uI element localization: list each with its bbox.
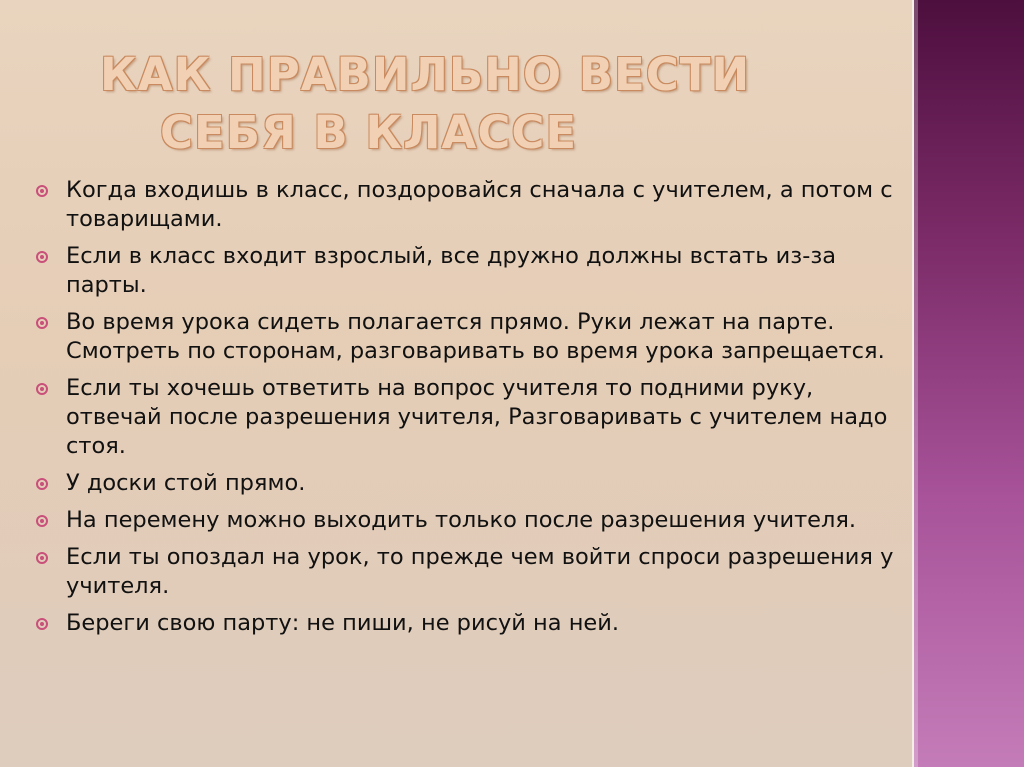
rule-item-5 [34, 469, 904, 498]
circle-dot-bullet-icon [36, 185, 48, 197]
circle-dot-bullet-icon [36, 383, 48, 395]
rule-item-6 [34, 506, 904, 535]
decorative-side-band [914, 0, 1024, 767]
rule-item-8 [34, 609, 904, 638]
rule-text-4: Если ты хочешь ответить на вопрос учителя то подними руку, отвечай после разрешения учителя, Разговаривать с учителем надо стоя. [66, 375, 888, 459]
rule-text-2: Если в класс входит взрослый, все дружно должны встать из-за парты. [66, 243, 837, 298]
circle-dot-bullet-icon [36, 515, 48, 527]
rule-item-4 [34, 374, 904, 461]
side-band-edge-highlight [914, 0, 918, 767]
circle-dot-bullet-icon [36, 251, 48, 263]
rule-text-1: Когда входишь в класс, поздоровайся сначала с учителем, а потом с товарищами. [66, 177, 893, 232]
rule-text-5: У доски стой прямо. [66, 470, 306, 496]
slide-title-line-2: СЕБЯ В КЛАССЕ [160, 106, 578, 159]
rule-text-3: Во время урока сидеть полагается прямо. Руки лежат на парте. Смотреть по сторонам, разговаривать во время урока запрещается. [66, 309, 885, 364]
rule-item-3 [34, 308, 904, 366]
circle-dot-bullet-icon [36, 552, 48, 564]
circle-dot-bullet-icon [36, 317, 48, 329]
rule-item-2 [34, 242, 904, 300]
rule-text-7: Если ты опоздал на урок, то прежде чем войти спроси разрешения у учителя. [66, 544, 894, 599]
circle-dot-bullet-icon [36, 618, 48, 630]
rule-text-8: Береги свою парту: не пиши, не рисуй на ней. [66, 610, 620, 636]
slide-title-line-1: КАК ПРАВИЛЬНО ВЕСТИ [100, 48, 751, 101]
slide-title [60, 46, 820, 162]
rule-item-7 [34, 543, 904, 601]
rule-item-1 [34, 176, 904, 234]
circle-dot-bullet-icon [36, 478, 48, 490]
rule-text-6: На перемену можно выходить только после разрешения учителя. [66, 507, 857, 533]
rules-list [34, 176, 904, 646]
